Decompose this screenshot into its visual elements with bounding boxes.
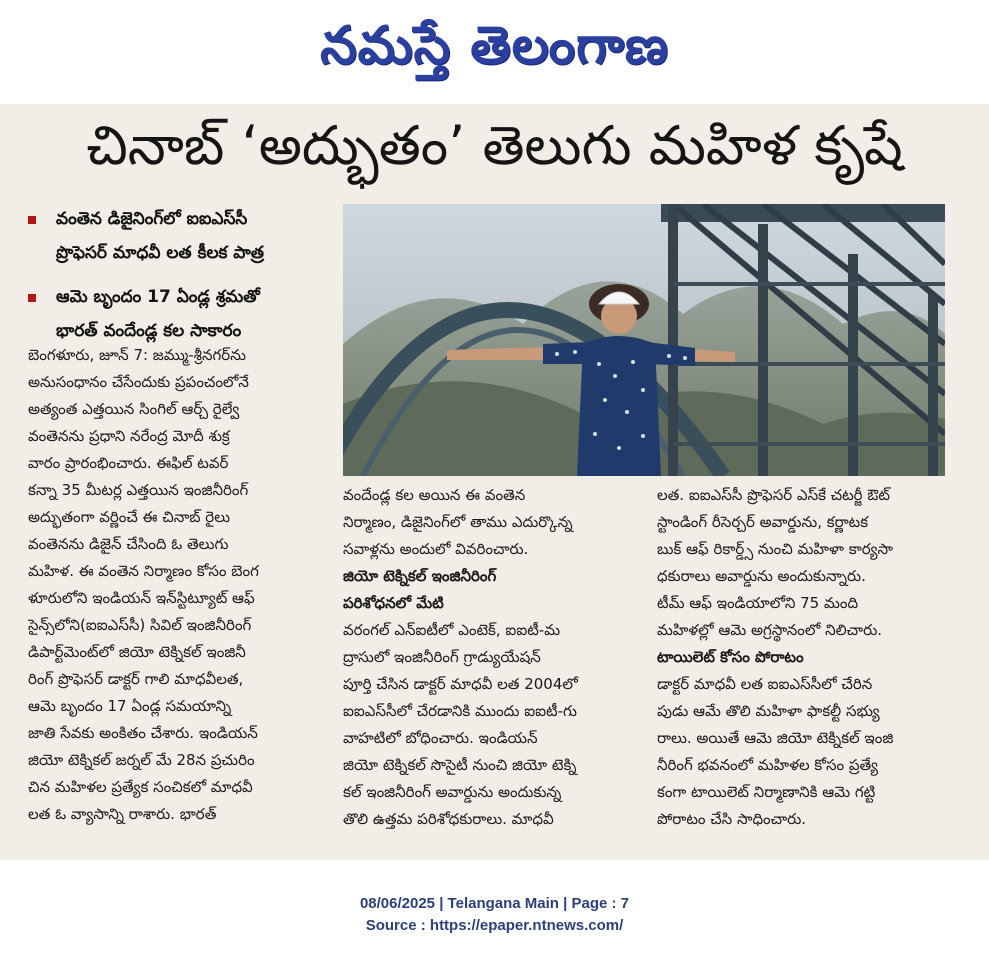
text-line: తొలి ఉత్తమ పరిశోధకురాలు. మాధవీ: [343, 810, 554, 828]
text-line: నీరింగ్ భవనంలో మహిళల కోసం ప్రత్యే: [657, 756, 879, 774]
newspaper-logo: నమస్తే తెలంగాణ: [320, 15, 669, 76]
text-line: రాలు. అయితే ఆమె జియో టెక్నికల్ ఇంజి: [657, 729, 894, 747]
text-line: వరంగల్ ఎన్‌ఐటీలో ఎంటెక్, ఐఐటీ-మ: [343, 621, 561, 639]
bridge-photo-illustration: [343, 204, 945, 476]
text-line: వంతెనను ప్రధాని నరేంద్ర మోదీ శుక్ర: [28, 427, 230, 445]
text-line: లత. ఐఐఎస్‌సీ ప్రొఫెసర్ ఎస్‌కే చటర్జీ ఔట్: [657, 486, 890, 504]
subheading: టాయిలెట్ కోసం పోరాటం: [657, 648, 804, 666]
edition-info: 08/06/2025 | Telangana Main | Page : 7: [359, 895, 630, 912]
text-line: బుక్ ఆఫ్ రికార్డ్స్ నుంచి మహిళా కార్యసా: [657, 540, 894, 558]
text-line: బెంగళూరు, జూన్ 7: జమ్ము-శ్రీనగర్‌ను: [28, 346, 246, 364]
text-line: సైన్స్‌లోని(ఐఐఎస్‌సీ) సివిల్ ఇంజినీరింగ్: [28, 616, 252, 634]
text-line: చిన మహిళల ప్రత్యేక సంచికలో మాధవీ: [28, 778, 253, 796]
text-line: వారం ప్రారంభించారు. ఈఫిల్ టవర్: [28, 454, 229, 472]
text-line: డాక్టర్ మాధవీ లత ఐఐఎస్‌సీలో చేరిన: [657, 675, 873, 693]
text-line: ఐఐఎస్‌సీలో చేరడానికి ముందు ఐఐటీ-గు: [343, 702, 577, 720]
page-footer: [0, 893, 989, 937]
text-line: ళూరులోని ఇండియన్ ఇన్‌స్టిట్యూట్ ఆఫ్: [28, 589, 255, 607]
article-photo: [343, 204, 945, 476]
subheading: పరిశోధనలో మేటి: [343, 594, 444, 612]
highlight-bullet: [28, 202, 340, 270]
text-line: పూర్తి చేసిన డాక్టర్ మాధవీ లత 2004లో: [343, 675, 578, 693]
text-line: అత్యంత ఎత్తయిన సింగిల్ ఆర్చ్ రైల్వే: [28, 400, 240, 418]
article-headline: చినాబ్ ‘అద్భుతం’ తెలుగు మహిళ కృషే: [86, 113, 903, 177]
text-line: ధకురాలు అవార్డును అందుకున్నారు.: [657, 567, 866, 585]
text-line: కల్ ఇంజినీరింగ్ అవార్డును అందుకున్న: [343, 783, 562, 801]
article-column-1: [28, 342, 336, 828]
text-line: స్టాండింగ్ రీసెర్చర్ అవార్డును, కర్ణాటక: [657, 513, 869, 531]
subheading: జియో టెక్నికల్ ఇంజినీరింగ్: [343, 567, 497, 585]
text-line: పుడు ఆమే తొలి మహిళా ఫాకల్టీ సభ్యు: [657, 702, 880, 720]
text-line: మహిళల్లో ఆమె అగ్రస్థానంలో నిలిచారు.: [657, 621, 883, 639]
text-line: జియో టెక్నికల్ సొసైటీ నుంచి జియో టెక్ని: [343, 756, 577, 774]
text-line: అద్భుతంగా వర్ణించే ఈ చినాబ్ రైలు: [28, 508, 231, 526]
text-line: కంగా టాయిలెట్ నిర్మాణానికి ఆమె గట్టి: [657, 783, 876, 801]
text-line: ద్రాసులో ఇంజినీరింగ్ గ్రాడ్యుయేషన్: [343, 648, 541, 666]
bullet-line: ఆమె బృందం 17 ఏండ్ల శ్రమతో: [56, 287, 260, 307]
text-line: జాతి సేవకు అంకితం చేశారు. ఇండియన్: [28, 724, 258, 742]
article-column-3: [657, 482, 949, 833]
text-line: జియో టెక్నికల్ జర్నల్ మే 28న ప్రచురిం: [28, 751, 255, 769]
square-bullet-icon: [28, 216, 36, 224]
text-line: పోరాటం చేసి సాధించారు.: [657, 810, 807, 828]
article-clipping: [0, 104, 989, 860]
highlight-bullet: [28, 280, 340, 348]
text-line: డిపార్ట్‌మెంట్‌లో జియో టెక్నికల్ ఇంజినీ: [28, 643, 246, 661]
masthead: [0, 0, 989, 104]
article-column-2: [343, 482, 638, 833]
bullet-line: వంతెన డిజైనింగ్‌లో ఐఐఎస్‌సీ: [56, 209, 248, 229]
bullet-line: ప్రొఫెసర్ మాధవీ లత కీలక పాత్ర: [56, 243, 265, 263]
source-link[interactable]: Source : https://epaper.ntnews.com/: [365, 917, 624, 934]
text-line: ఆమె బృందం 17 ఏండ్ల సమయాన్ని: [28, 697, 232, 715]
bullet-line: భారత్ వందేండ్ల కల సాకారం: [56, 321, 242, 341]
text-line: లత ఓ వ్యాసాన్ని రాశారు. భారత్: [28, 805, 217, 823]
text-line: సవాళ్లను అందులో వివరించారు.: [343, 540, 529, 558]
text-line: అనుసంధానం చేసేందుకు ప్రపంచంలోనే: [28, 373, 249, 391]
text-line: వంతెనను డిజైన్ చేసింది ఓ తెలుగు: [28, 535, 229, 553]
highlight-bullets: [28, 202, 340, 358]
square-bullet-icon: [28, 294, 36, 302]
text-line: వందేండ్ల కల అయిన ఈ వంతెన: [343, 486, 526, 504]
text-line: టీమ్ ఆఫ్ ఇండియాలోని 75 మంది: [657, 594, 859, 612]
text-line: మహిళ. ఈ వంతెన నిర్మాణం కోసం బెంగ: [28, 562, 259, 580]
text-line: రింగ్ ప్రొఫెసర్ డాక్టర్ గాలి మాధవీలత,: [28, 670, 244, 688]
text-line: కన్నా 35 మీటర్ల ఎత్తయిన ఇంజినీరింగ్: [28, 481, 249, 499]
text-line: నిర్మాణం, డిజైనింగ్‌లో తాము ఎదుర్కొన్న: [343, 513, 573, 531]
text-line: వాహటిలో బోధించారు. ఇండియన్: [343, 729, 538, 747]
